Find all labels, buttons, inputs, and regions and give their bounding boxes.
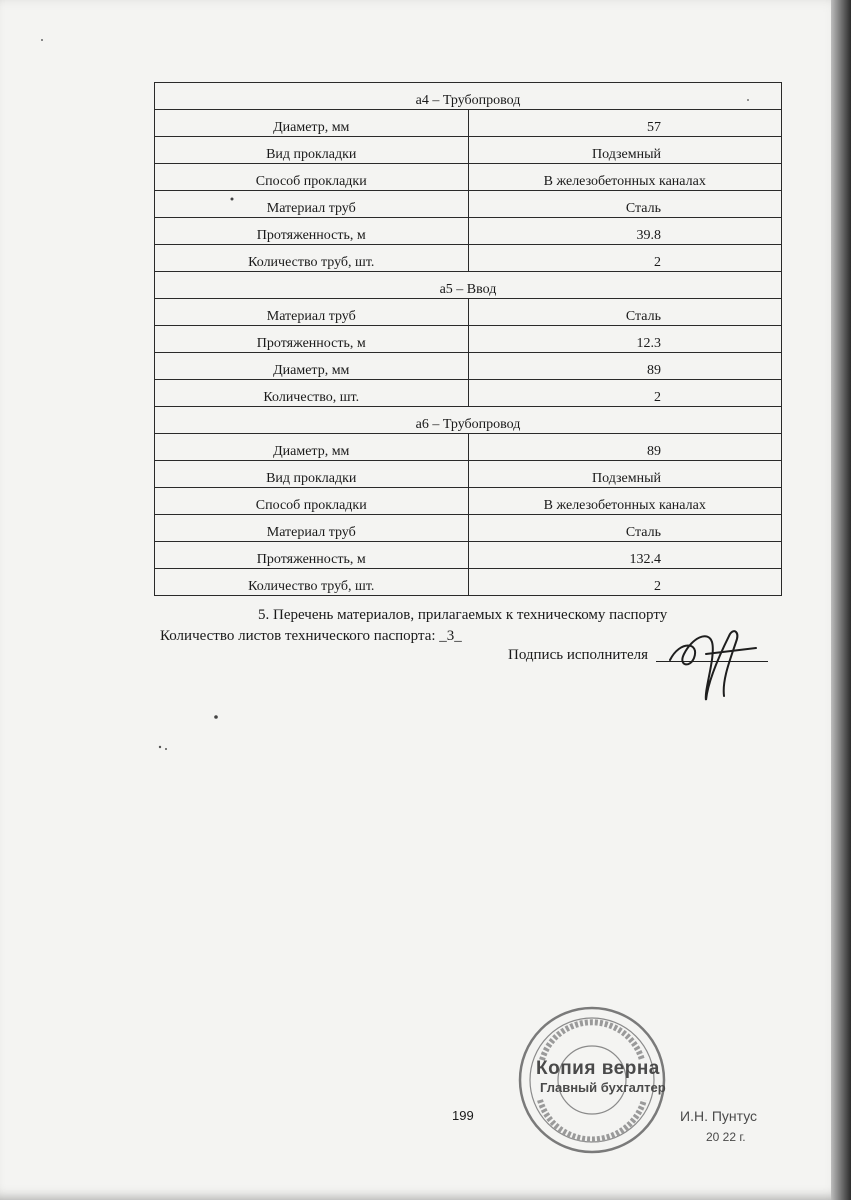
row-label: Количество труб, шт. — [155, 245, 469, 272]
row-label: Вид прокладки — [155, 137, 469, 164]
row-value: В железобетонных каналах — [468, 488, 782, 515]
section-title: а6 – Трубопровод — [155, 407, 782, 434]
page-number: 199 — [452, 1108, 474, 1123]
row-label: Диаметр, мм — [155, 434, 469, 461]
row-value: Сталь — [468, 515, 782, 542]
row-value: 2 — [468, 569, 782, 596]
row-value: 2 — [468, 245, 782, 272]
row-label: Количество труб, шт. — [155, 569, 469, 596]
stamp-name: И.Н. Пунтус — [680, 1108, 758, 1124]
row-label: Диаметр, мм — [155, 353, 469, 380]
row-value: 12.3 — [468, 326, 782, 353]
row-label: Количество, шт. — [155, 380, 469, 407]
row-value: Сталь — [468, 299, 782, 326]
row-label: Материал труб — [155, 191, 469, 218]
materials-list-title: 5. Перечень материалов, прилагаемых к техническому паспорту — [258, 607, 668, 623]
row-label: Способ прокладки — [155, 488, 469, 515]
stamp-copy-label: Копия верна — [536, 1058, 660, 1079]
stamp-date: 20 22 г. — [706, 1130, 746, 1144]
row-label: Протяженность, м — [155, 542, 469, 569]
section-title: а4 – Трубопровод — [155, 83, 782, 110]
row-label: Вид прокладки — [155, 461, 469, 488]
row-value: 89 — [468, 353, 782, 380]
row-value: 132.4 — [468, 542, 782, 569]
row-value: 2 — [468, 380, 782, 407]
row-label: Протяженность, м — [155, 326, 469, 353]
row-value: Подземный — [468, 137, 782, 164]
row-value: 89 — [468, 434, 782, 461]
row-value: Подземный — [468, 461, 782, 488]
row-label: Материал труб — [155, 515, 469, 542]
row-label: Способ прокладки — [155, 164, 469, 191]
row-value: Сталь — [468, 191, 782, 218]
row-value: 39.8 — [468, 218, 782, 245]
row-label: Протяженность, м — [155, 218, 469, 245]
sheets-count-line: Количество листов технического паспорта: _3_ — [160, 628, 462, 644]
section-title: а5 – Ввод — [155, 272, 782, 299]
row-label: Диаметр, мм — [155, 110, 469, 137]
signature-label: Подпись исполнителя — [508, 647, 648, 663]
row-value: 57 — [468, 110, 782, 137]
row-label: Материал труб — [155, 299, 469, 326]
stamp-role: Главный бухгалтер — [540, 1080, 666, 1095]
row-value: В железобетонных каналах — [468, 164, 782, 191]
